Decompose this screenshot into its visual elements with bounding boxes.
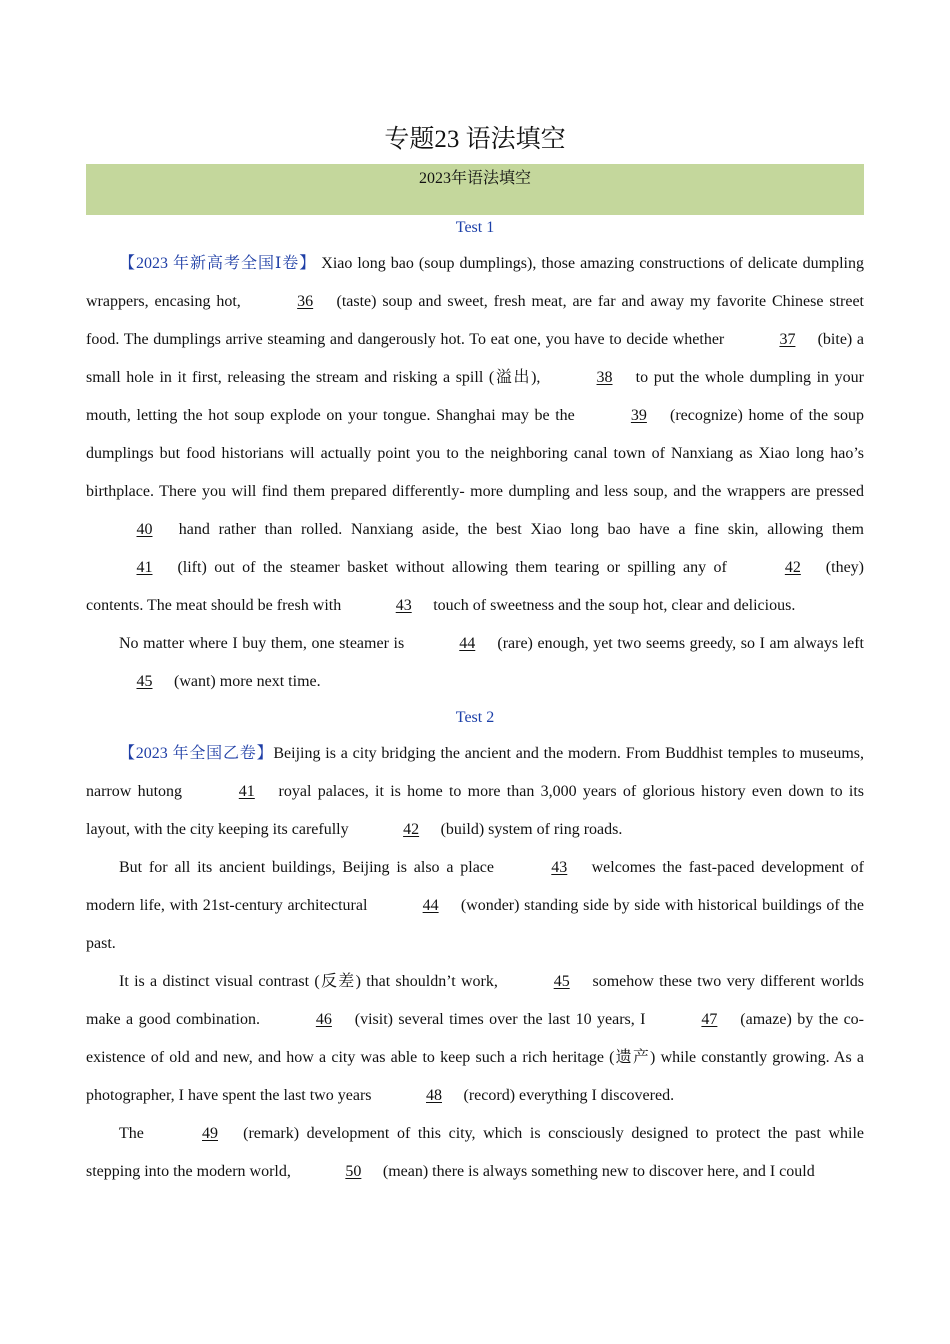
test2-paragraph-4: The 49 (remark) development of this city, which is consciously designed to protect the past while stepping into the modern world, 50 (mean) there is always something new to discover here, and I could	[86, 1115, 864, 1191]
blank-39: 39	[630, 407, 647, 424]
test2-paragraph-2: But for all its ancient buildings, Beijing is also a place 43 welcomes the fast-paced development of modern life, with 21st-century architectural 44 (wonder) standing side by side with historical buildings of the past.	[86, 849, 864, 963]
blank-45: 45	[136, 673, 153, 690]
source-tag: 【2023 年全国乙卷】	[119, 745, 274, 762]
test1-paragraph-2: No matter where I buy them, one steamer is 44 (rare) enough, yet two seems greedy, so I am always left 45 (want) more next time.	[86, 625, 864, 701]
blank-43: 43	[551, 859, 568, 876]
source-tag: 【2023 年新高考全国Ⅰ卷】	[119, 255, 317, 272]
blank-42: 42	[784, 559, 801, 576]
banner-text: 2023年语法填空	[418, 170, 531, 187]
blank-47: 47	[701, 1011, 718, 1028]
test2-label: Test 2	[455, 709, 495, 726]
blank-48: 48	[426, 1087, 442, 1104]
blank-41: 41	[238, 783, 255, 800]
section-banner	[86, 164, 864, 215]
blank-46: 46	[315, 1011, 332, 1028]
test1-paragraph-1: 【2023 年新高考全国Ⅰ卷】 Xiao long bao (soup dumplings), those amazing constructions of delicate dumpling wrappers, encasing hot, 36 (taste) soup and sweet, fresh meat, are far and away my favorite Chinese street food. The dumplings arrive steaming and dangerously hot. To eat one, you have to decide whether 37 (bite) a small hole in it first, releasing the stream and risking a spill (溢出), 38 to put the whole dumpling in your mouth, letting the hot soup explode on your tongue. Shanghai may be the 39 (recognize) home of the soup dumplings but food historians will actually point you to the neighboring canal town of Nanxiang as Xiao long hao’s birthplace. There you will find them prepared differently- more dumpling and less soup, and the wrappers are pressed 40 hand rather than rolled. Nanxiang aside, the best Xiao long bao have a fine skin, allowing them 41 (lift) out of the steamer basket without allowing them tearing or spilling any of 42 (they) contents. The meat should be fresh with 43 touch of sweetness and the soup hot, clear and delicious.	[86, 245, 864, 625]
blank-41: 41	[136, 559, 153, 576]
blank-44: 44	[422, 897, 439, 914]
blank-36: 36	[297, 293, 314, 310]
blank-49: 49	[202, 1125, 218, 1142]
content	[86, 211, 864, 1191]
blank-37: 37	[779, 331, 796, 348]
blank-43: 43	[395, 597, 412, 614]
test2-paragraph-1: 【2023 年全国乙卷】Beijing is a city bridging the ancient and the modern. From Buddhist temples to museums, narrow hutong 41 royal palaces, it is home to more than 3,000 years of glorious history even down to its layout, with the city keeping its carefully 42 (build) system of ring roads.	[86, 735, 864, 849]
blank-42: 42	[403, 821, 420, 838]
blank-38: 38	[596, 369, 613, 386]
blank-44: 44	[459, 635, 476, 652]
test1-label: Test 1	[455, 219, 495, 236]
blank-50: 50	[345, 1163, 362, 1180]
test2-paragraph-3: It is a distinct visual contrast (反差) that shouldn’t work, 45 somehow these two very different worlds make a good combination. 46 (visit) several times over the last 10 years, I 47 (amaze) by the co-existence of old and new, and how a city was able to keep such a rich heritage (遗产) while constantly growing. As a photographer, I have spent the last two years 48 (record) everything I discovered.	[86, 963, 864, 1115]
blank-45: 45	[553, 973, 570, 990]
page-title: 专题23 语法填空	[384, 126, 566, 153]
blank-40: 40	[136, 521, 153, 538]
